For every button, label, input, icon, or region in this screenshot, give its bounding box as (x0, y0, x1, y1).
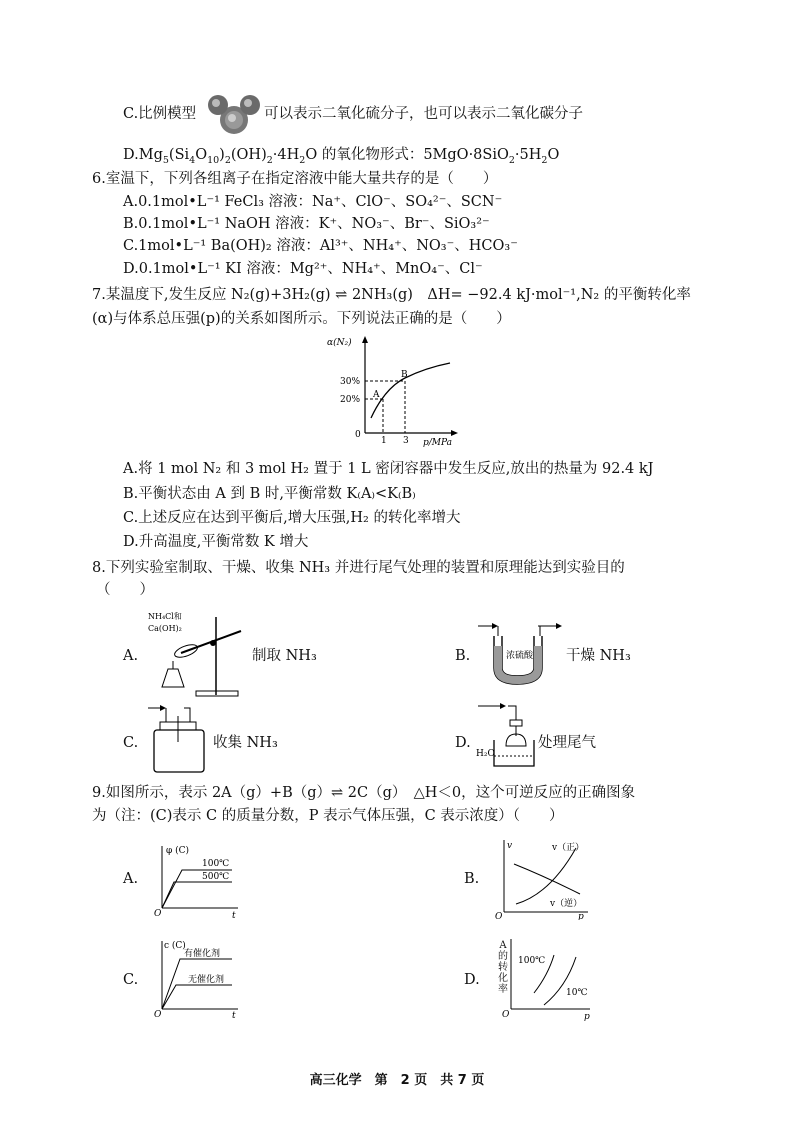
q8-a-apparatus (146, 607, 246, 699)
q7-graph-point-a: A (373, 390, 380, 400)
q6-option-c: C.1mol•L⁻¹ Ba(OH)₂ 溶液：Al³⁺、NH₄⁺、NO₃⁻、HCO₃⁻ (123, 238, 518, 254)
q7-option-a: A.将 1 mol N₂ 和 3 mol H₂ 置于 1 L 密闭容器中发生反应,放出的热量为 92.4 kJ (123, 461, 654, 477)
q9-a-curve-500: 500℃ (202, 872, 230, 882)
q8-option-b-text: 干燥 NH₃ (566, 648, 631, 664)
q6-option-b: B.0.1mol•L⁻¹ NaOH 溶液：K⁺、NO₃⁻、Br⁻、SiO₃²⁻ (123, 216, 490, 232)
q7-graph (325, 333, 465, 448)
q9-b-curve-forward: v（正） (552, 843, 585, 853)
q8-option-d-text: 处理尾气 (538, 735, 596, 751)
q8-option-c-text: 收集 NH₃ (213, 735, 278, 751)
q9-c-curve-catalyst: 有催化剂 (184, 949, 221, 959)
q9-c-curve-no-catalyst: 无催化剂 (188, 975, 225, 985)
q9-b-ylabel: v (507, 841, 513, 851)
q9-b-graph (494, 836, 594, 920)
q9-d-graph (494, 935, 594, 1021)
q8-a-reagent-1: NH₄Cl和 (148, 612, 182, 621)
q9-a-graph (152, 842, 244, 920)
q9-option-b-label: B. (464, 871, 480, 887)
q8-d-reagent: H₂O (476, 749, 495, 759)
q9-a-curve-100: 100℃ (202, 859, 230, 869)
q7-stem-line1: 7.某温度下,发生反应 N₂(g)+3H₂(g) ⇌ 2NH₃(g) ΔH= −92.4 kJ·mol⁻¹,N₂ 的平衡转化率 (92, 287, 691, 303)
q7-graph-xtick-3: 3 (403, 436, 409, 446)
q7-stem-line2: (α)与体系总压强(p)的关系如图所示。下列说法正确的是（ ） (92, 311, 511, 327)
q7-graph-ylabel: α(N₂) (327, 338, 352, 348)
q9-a-ylabel: φ (C) (166, 846, 190, 856)
q5-option-c: C.比例模型 (123, 106, 197, 122)
q7-option-b: B.平衡状态由 A 到 B 时,平衡常数 K₍A₎<K₍B₎ (123, 486, 416, 502)
q8-option-a-text: 制取 NH₃ (252, 648, 317, 664)
q9-c-graph (152, 937, 244, 1019)
ball-model-image (206, 90, 262, 138)
q9-a-origin: O (154, 909, 162, 919)
q9-d-curve-10: 10℃ (566, 988, 588, 998)
q9-stem-line1: 9.如图所示，表示 2A（g）+B（g）⇌ 2C（g） △H＜0，这个可逆反应的正确图象 (92, 785, 636, 801)
q9-c-xlabel: t (232, 1011, 236, 1019)
q8-option-b-label: B. (455, 648, 471, 664)
q7-graph-xlabel: p/MPa (423, 438, 453, 448)
q5-option-c-rest: 可以表示二氧化硫分子，也可以表示二氧化碳分子 (264, 106, 583, 122)
q7-graph-point-b: B (401, 370, 408, 380)
q9-c-ylabel: c (C) (164, 941, 186, 951)
q8-stem-line2: （ ） (96, 582, 154, 598)
q8-option-d-label: D. (455, 735, 471, 751)
q8-b-u-tube (476, 618, 566, 688)
q9-option-d-label: D. (464, 972, 480, 988)
q8-d-funnel-beaker (474, 700, 538, 770)
q9-b-xlabel: p (578, 912, 584, 920)
q6-option-a: A.0.1mol•L⁻¹ FeCl₃ 溶液：Na⁺、ClO⁻、SO₄²⁻、SCN⁻ (123, 194, 503, 210)
q8-c-gas-bottle (146, 702, 212, 774)
q7-option-c: C.上述反应在达到平衡后,增大压强,H₂ 的转化率增大 (123, 510, 461, 526)
q8-b-reagent: 浓硫酸 (506, 651, 534, 661)
q7-graph-ytick-20: 20% (340, 395, 361, 405)
q9-option-a-label: A. (123, 871, 139, 887)
q9-d-curve-100: 100℃ (518, 956, 546, 966)
q9-d-origin: O (502, 1010, 510, 1020)
q8-option-c-label: C. (123, 735, 139, 751)
q7-option-d: D.升高温度,平衡常数 K 增大 (123, 534, 309, 550)
q9-a-xlabel: t (232, 911, 236, 920)
q6-stem: 6.室温下，下列各组离子在指定溶液中能大量共存的是（ ） (92, 171, 498, 187)
q9-b-curve-reverse: v（逆） (550, 899, 583, 909)
q9-stem-line2: 为（注：(C)表示 C 的质量分数，P 表示气体压强，C 表示浓度）（ ） (92, 808, 564, 824)
q8-a-reagent-2: Ca(OH)₂ (148, 624, 182, 633)
q7-graph-origin: 0 (355, 430, 361, 440)
q9-b-origin: O (495, 912, 503, 920)
q9-c-origin: O (154, 1010, 162, 1019)
q9-d-ylabel: A的转化率 (498, 940, 508, 995)
q8-stem-line1: 8.下列实验室制取、干燥、收集 NH₃ 并进行尾气处理的装置和原理能达到实验目的 (92, 560, 625, 576)
q6-option-d: D.0.1mol•L⁻¹ KI 溶液：Mg²⁺、NH₄⁺、MnO₄⁻、Cl⁻ (123, 261, 483, 277)
q8-option-a-label: A. (123, 648, 139, 664)
q7-graph-ytick-30: 30% (340, 377, 361, 387)
q9-d-xlabel: p (584, 1012, 590, 1021)
q7-graph-xtick-1: 1 (381, 436, 387, 446)
q9-option-c-label: C. (123, 972, 139, 988)
q5-option-d: $D.Mg_5(Si_4O_{10})_2(OH)_2\cdot 4H_2O$ 的氧化物形式：$5MgO\cdot 8SiO_2\cdot 5H_2O$ (123, 147, 560, 166)
page-footer: 高三化学 第 2 页 共 7 页 (309, 1073, 485, 1088)
